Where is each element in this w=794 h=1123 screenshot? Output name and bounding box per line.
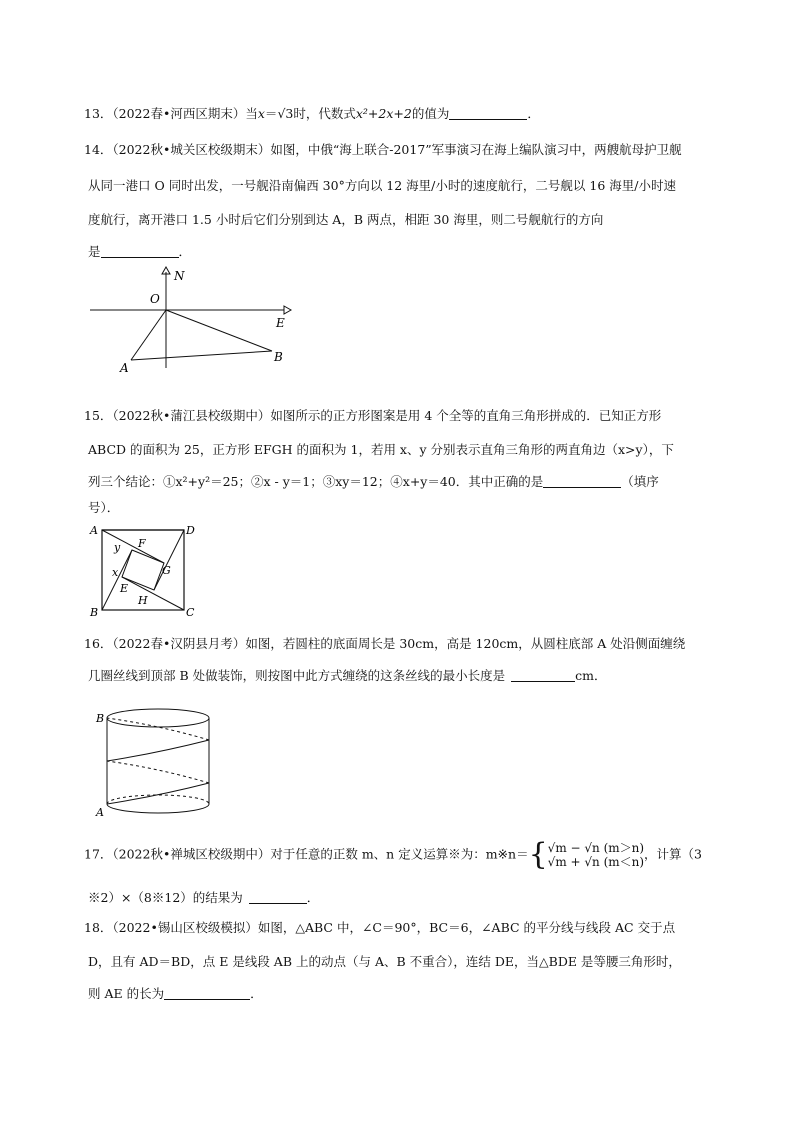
q17-line-1 [84, 837, 702, 872]
q18-line-3 [88, 984, 263, 1002]
q13-text-b: 时，代数式 [293, 106, 356, 121]
q15-text-3b: （填序 [621, 474, 659, 489]
label-h: H [138, 594, 148, 607]
segment-ab [131, 351, 272, 360]
q18-answer-blank[interactable] [164, 987, 250, 1000]
q16-line-2 [88, 666, 607, 684]
thread-front-1 [107, 783, 209, 804]
q16-figure [94, 700, 224, 822]
q13-end: ． [527, 106, 540, 121]
q17-line-2 [88, 888, 319, 906]
q13-eq: ＝ [264, 106, 278, 121]
q16-number: 16． [84, 636, 113, 651]
square-efgh [122, 550, 164, 590]
q17-case-2: √m + √n (m＜n) [547, 855, 645, 869]
q14-figure [86, 264, 296, 376]
thread-back-1 [107, 761, 209, 783]
q13-number: 13． [84, 106, 113, 121]
cylinder-bottom-back [107, 795, 209, 804]
segment-af [102, 530, 164, 563]
cylinder-bottom-front [107, 804, 209, 813]
q13-var-x: x [257, 106, 265, 121]
label-c: C [186, 606, 195, 619]
label-a: A [120, 361, 129, 375]
label-a: A [96, 806, 104, 819]
q18-text-1: 如图，△ABC 中，∠C＝90°，BC＝6，∠ABC 的平分线与线段 AC 交于点 [257, 920, 676, 935]
q18-number: 18． [84, 920, 113, 935]
q17-text-2a: ※2）×（8※12）的结果为 [88, 890, 243, 905]
q14-text-4a: 是 [88, 244, 101, 259]
thread-front-2 [107, 740, 209, 761]
q16-source: （2022春•汉阴县月考） [112, 636, 246, 651]
segment-ce [122, 577, 184, 610]
q18-line-2: D，且有 AD＝BD，点 E 是线段 AB 上的动点（与 A、B 不重合），连结 DE，当△BDE 是等腰三角形时， [88, 954, 681, 969]
q14-number: 14． [84, 142, 113, 157]
label-g: G [162, 564, 171, 577]
q13-line-1 [84, 104, 540, 122]
q18-text-3b: ． [250, 986, 263, 1001]
q14-line-1 [84, 140, 682, 158]
q15-line-2: ABCD 的面积为 25，正方形 EFGH 的面积为 1，若用 x、y 分别表示直角三角形的两直角边（x>y），下 [88, 442, 674, 457]
q14-text-4b: ． [178, 244, 192, 259]
q15-line-3 [88, 472, 659, 490]
q15-line-4: 号）． [88, 500, 120, 515]
label-b: B [274, 350, 283, 364]
label-e: E [276, 316, 285, 330]
label-f: F [138, 537, 146, 550]
q14-source: （2022秋•城关区校级期末） [112, 142, 271, 157]
q15-line-1 [84, 406, 661, 424]
q17-text-1b: ，计算（3 [644, 846, 702, 862]
thread-back-2 [107, 718, 209, 740]
q16-line-1 [84, 634, 685, 652]
segment-oa [131, 310, 166, 360]
label-b: B [96, 712, 105, 725]
q15-source: （2022秋•蒲江县校级期中） [112, 408, 271, 423]
q16-text-2b: cm． [575, 668, 607, 683]
q17-source: （2022秋•禅城区校级期中） [112, 846, 271, 862]
q17-text-2b: ． [306, 890, 320, 905]
label-a: A [90, 524, 98, 537]
label-n: N [174, 269, 185, 283]
q17-case-1: √m − √n (m＞n) [547, 841, 645, 855]
q13-sqrt: √3 [277, 106, 294, 121]
q13-text-a: 当 [245, 106, 258, 121]
q14-answer-blank[interactable] [101, 245, 179, 258]
q18-line-1 [84, 918, 675, 936]
q14-line-4 [88, 242, 191, 260]
q16-text-2a: 几圈丝线到顶部 B 处做装饰，则按图中此方式缠绕的这条丝线的最小长度是 [88, 668, 506, 683]
q17-text-1a: 对于任意的正数 m、n 定义运算※为：m※n＝ [270, 846, 529, 862]
q15-text-3a: 列三个结论：①x²+y²＝25；②x - y＝1；③xy＝12；④x+y＝40．其中正确的是 [88, 474, 544, 489]
q13-source: （2022春•河西区期末） [112, 106, 246, 121]
cylinder-top [107, 709, 209, 727]
q14-line-3: 度航行，离开港口 1.5 小时后它们分别到达 A，B 两点，相距 30 海里，则二号舰航行的方向 [88, 212, 604, 227]
east-arrow-icon [284, 306, 291, 314]
q15-text-1: 如图所示的正方形图案是用 4 个全等的直角三角形拼成的．已知正方形 [270, 408, 662, 423]
q18-source: （2022•锡山区校级模拟） [112, 920, 258, 935]
q14-line-2: 从同一港口 O 同时出发，一号舰沿南偏西 30°方向以 12 海里/小时的速度航行，二号舰以 16 海里/小时速 [88, 178, 676, 193]
q14-text-1: 如图，中俄“海上联合-2017”军事演习在海上编队演习中，两艘航母护卫舰 [270, 142, 682, 157]
label-x: x [112, 566, 119, 579]
segment-ob [166, 310, 272, 351]
q13-text-c: 的值为 [411, 106, 450, 121]
q13-answer-blank[interactable] [449, 107, 527, 120]
label-e: E [120, 582, 129, 595]
q15-answer-blank[interactable] [543, 475, 621, 488]
q17-cases [548, 841, 644, 869]
label-o: O [150, 292, 160, 306]
q17-answer-blank[interactable] [249, 891, 307, 904]
q17-brace: { [528, 837, 548, 872]
q18-text-3a: 则 AE 的长为 [88, 986, 165, 1001]
q13-expression: x²+2x+2 [355, 106, 412, 121]
q15-number: 15． [84, 408, 113, 423]
q15-figure [86, 520, 206, 620]
q16-answer-blank[interactable] [511, 669, 575, 682]
label-b: B [90, 606, 99, 619]
label-d: D [186, 524, 195, 537]
q16-text-1: 如图，若圆柱的底面周长是 30cm，高是 120cm，从圆柱底部 A 处沿侧面缠绕 [245, 636, 686, 651]
q17-number: 17． [84, 846, 113, 862]
label-y: y [114, 541, 121, 554]
